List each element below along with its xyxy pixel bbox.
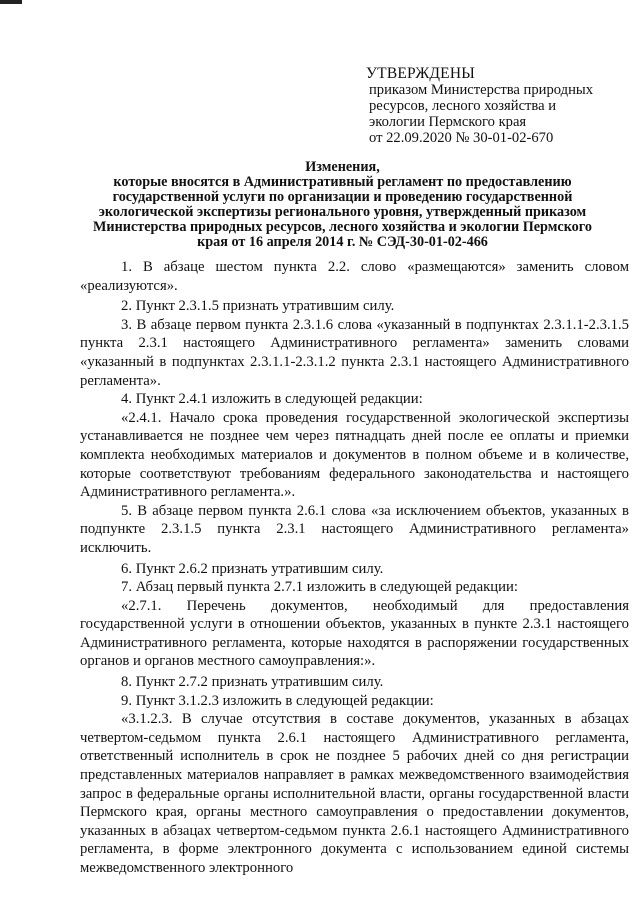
approval-stamp <box>366 66 626 146</box>
paragraph: 9. Пункт 3.1.2.3 изложить в следующей редакции: <box>121 692 434 709</box>
paragraph: «3.1.2.3. В случае отсутствия в составе документов, указанных в абзацах четвертом-седьмом пункта 2.6.1 настоящего Административного регламента, ответственный исполнитель в срок не позднее 5 рабочих дней со дня регистрации представленных материалов направляет в рамках межведомственного взаимодействия запрос в федеральные органы исполнительной власти, органы государственной власти Пермского края, органы местного самоуправления о предоставлении документов, указанных в абзацах четвертом-седьмом пункта 2.6.1 настоящего Административного регламента, в форме электронного документа с использованием единой системы межведомственного электронного <box>80 711 629 876</box>
paragraph: 5. В абзаце первом пункта 2.6.1 слова «за исключением объектов, указанных в подпункте 2.3.1.5 пункта 2.3.1 настоящего Административного регламента» исключить. <box>80 502 629 556</box>
approval-heading: УТВЕРЖДЕНЫ <box>366 65 475 82</box>
title-line: государственной услуги по организации и проведению государственной <box>112 189 573 205</box>
approval-line: ресурсов, лесного хозяйства и <box>369 98 557 114</box>
approval-line: экологии Пермского края <box>369 114 527 130</box>
title-line: экологической экспертизы регионального уровня, утвержденный приказом <box>98 204 587 220</box>
title-line: Министерства природных ресурсов, лесного хозяйства и экологии Пермского <box>93 219 592 235</box>
approval-line: приказом Министерства природных <box>369 82 593 98</box>
paragraph: 1. В абзаце шестом пункта 2.2. слово «размещаются» заменить словом «реализуются». <box>80 259 629 294</box>
paragraph: 6. Пункт 2.6.2 признать утратившим силу. <box>121 560 384 577</box>
title-line: которые вносятся в Административный регламент по предоставлению <box>113 174 572 190</box>
paragraph: 8. Пункт 2.7.2 признать утратившим силу. <box>121 674 384 691</box>
title-line: края от 16 апреля 2014 г. № СЭД-30-01-02-466 <box>197 234 488 250</box>
approval-line: от 22.09.2020 № 30-01-02-670 <box>369 130 554 146</box>
paragraph: «2.7.1. Перечень документов, необходимый для предоставления государственной услуги в отношении объектов, указанных в пункте 2.3.1 настоящего Административного регламента, которые находятся в распоряжении государственных органов и органов местного самоуправления:». <box>80 597 629 670</box>
paragraph: 7. Абзац первый пункта 2.7.1 изложить в следующей редакции: <box>121 579 518 596</box>
paragraph: 3. В абзаце первом пункта 2.3.1.6 слова «указанный в подпунктах 2.3.1.1-2.3.1.5 пункта 2.3.1 настоящего Административного регламента» заменить словами «указанный в подпунктах 2.3.1.1-2.3.1.2 пункта 2.3.1 настоящего Административного регламента». <box>80 316 629 389</box>
document-title <box>60 160 625 250</box>
title-line: Изменения, <box>305 159 380 175</box>
paragraph: «2.4.1. Начало срока проведения государственной экологической экспертизы устанавливается не позднее чем через пятнадцать дней после ее оплаты и приемки комплекта необходимых материалов и документов в полном объеме и в количестве, которые соответствуют требованиям федерального законодательства и настоящего Административного регламента.». <box>80 409 629 501</box>
paragraph: 2. Пункт 2.3.1.5 признать утратившим силу. <box>121 298 395 315</box>
paragraph: 4. Пункт 2.4.1 изложить в следующей редакции: <box>121 391 423 408</box>
document-body <box>80 258 629 878</box>
corner-mark <box>0 0 22 4</box>
